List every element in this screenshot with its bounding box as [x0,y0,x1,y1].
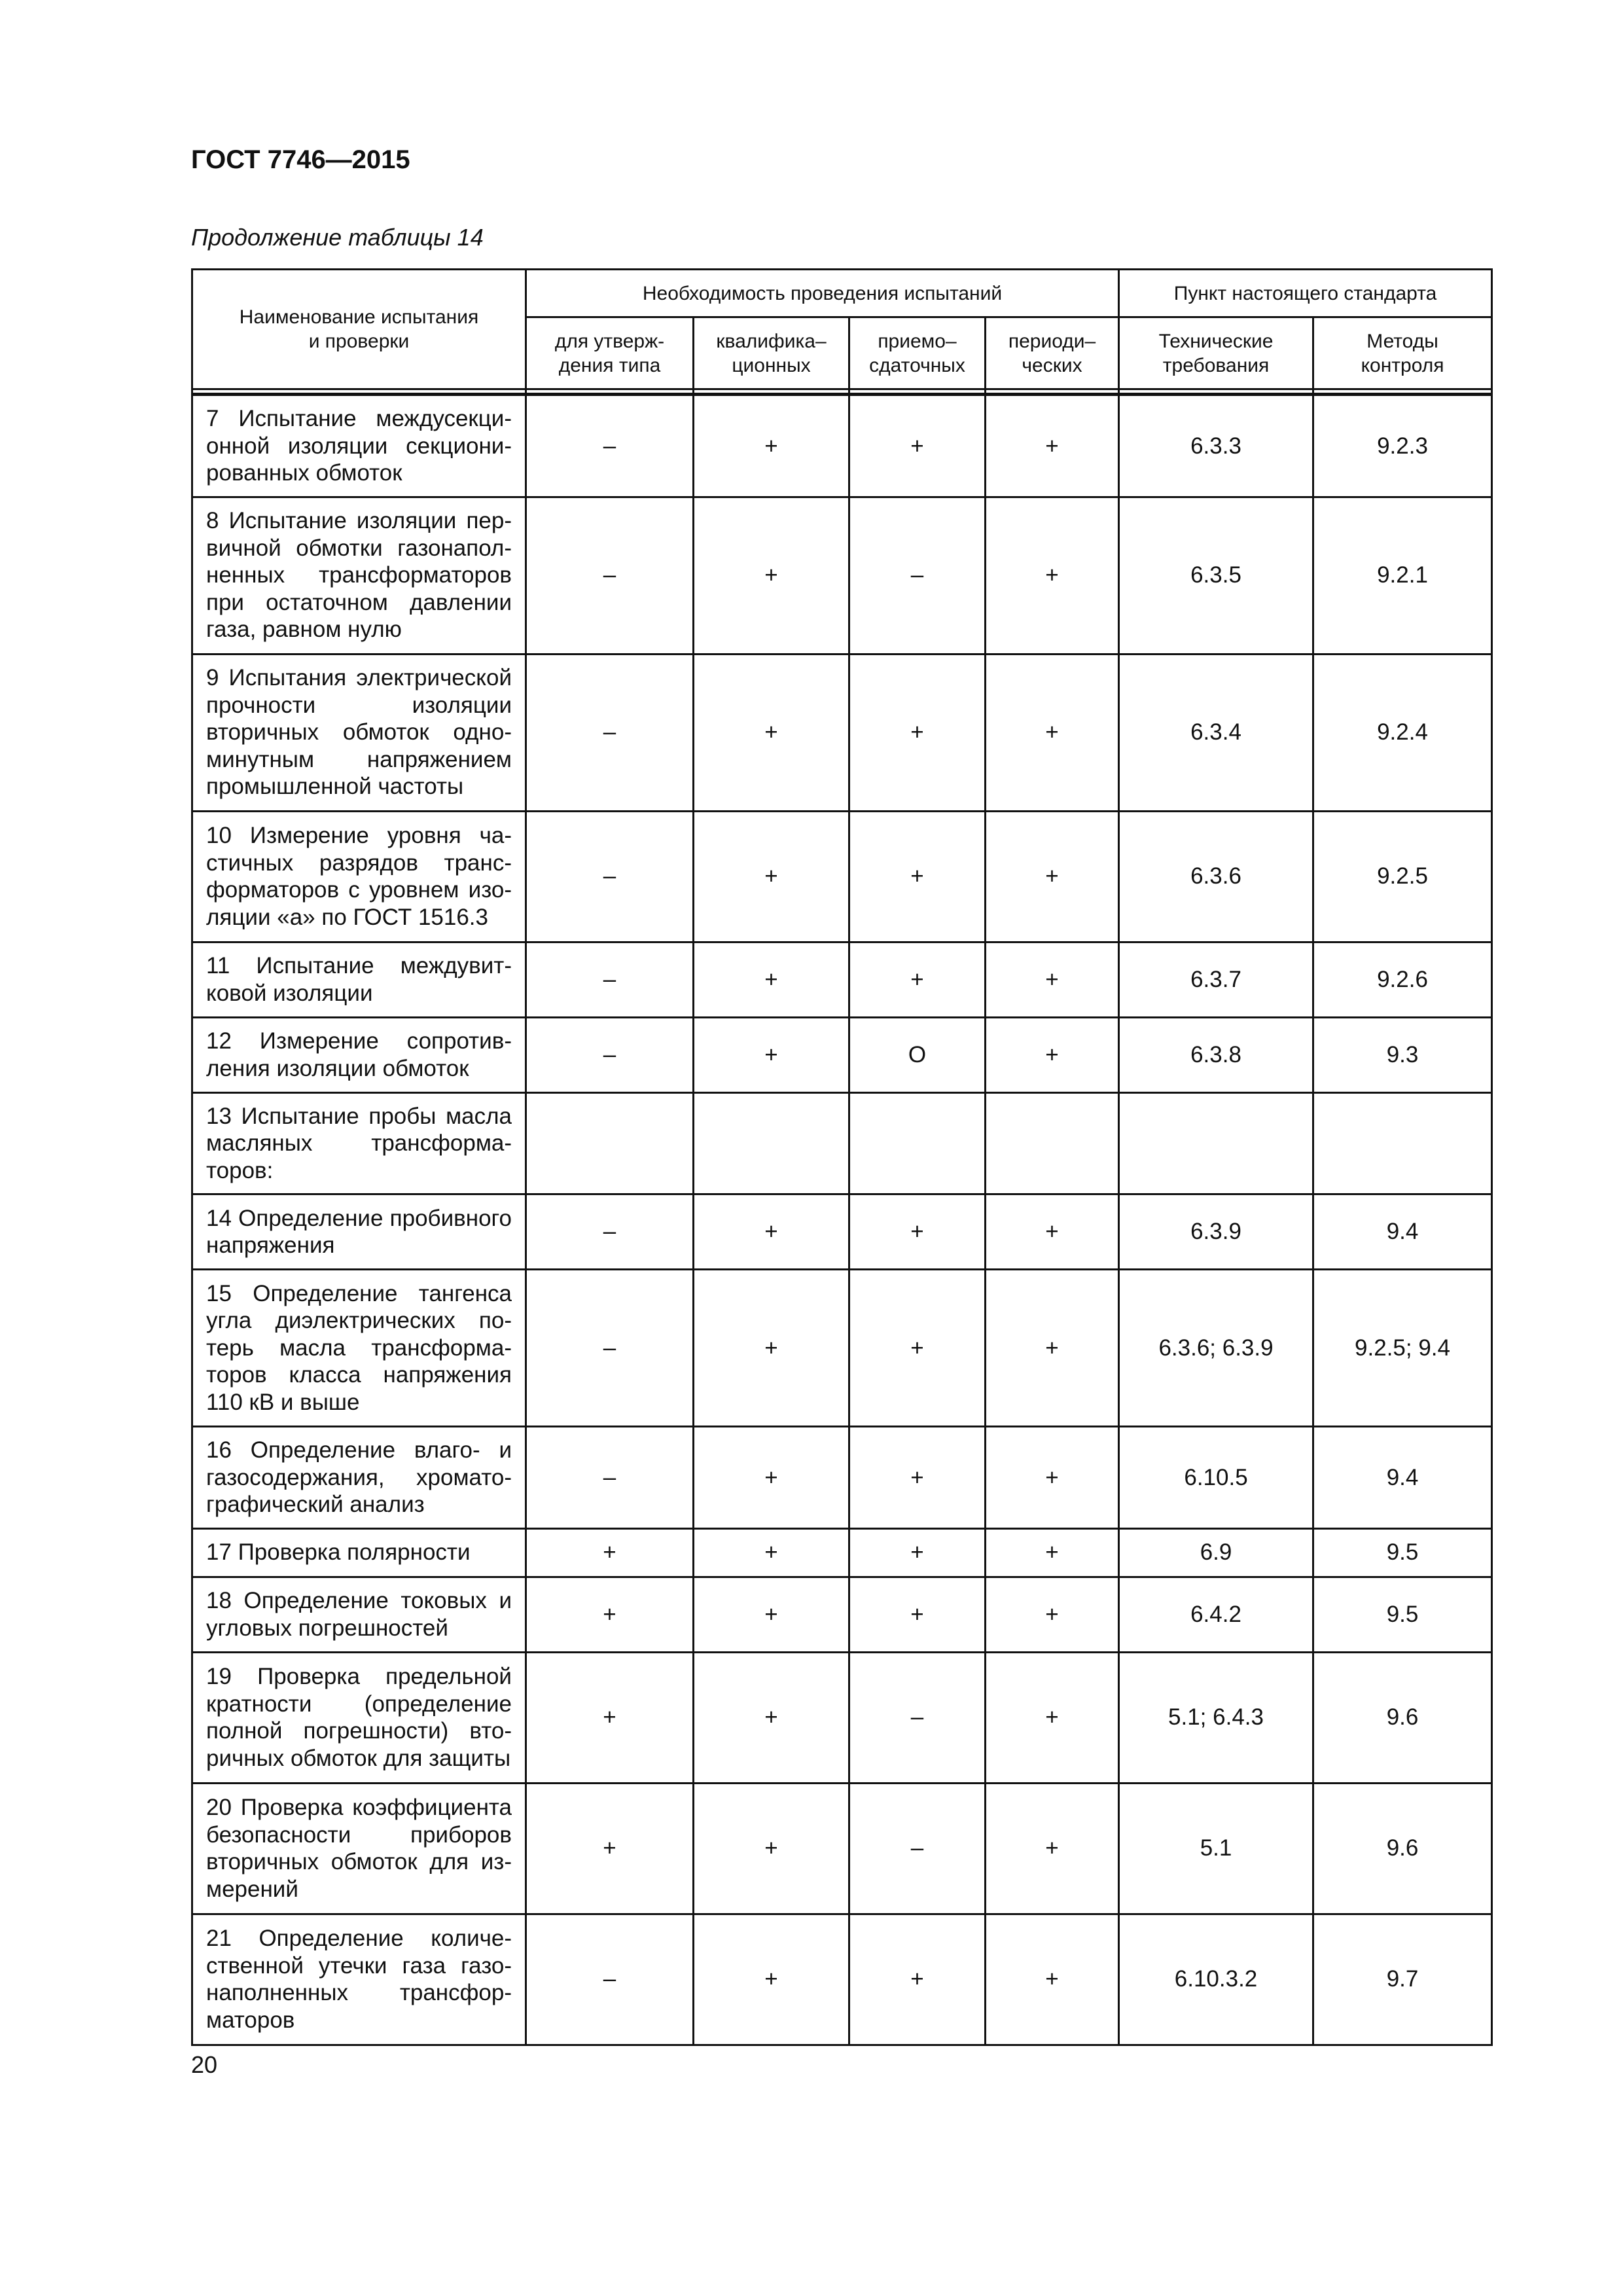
table-cell: 9.2.5 [1313,811,1492,942]
table-cell: 6.3.4 [1119,654,1313,811]
table-cell: 6.3.3 [1119,395,1313,497]
table-cell: + [849,1914,986,2045]
table-cell: + [694,1783,849,1914]
table-cell: + [694,1017,849,1092]
test-name-cell: 19 Проверка предельной кратности (определение полной погрешности) вторичных обмоток для защиты [192,1652,526,1783]
table-cell: 9.4 [1313,1427,1492,1529]
table-cell: 6.4.2 [1119,1577,1313,1652]
table-cell: + [694,1528,849,1577]
table-row [192,1914,1492,2045]
table-cell: + [694,1652,849,1783]
table-cell: + [694,1577,849,1652]
table-row [192,811,1492,942]
table-cell: – [526,1194,694,1270]
table-cell: + [849,654,986,811]
table-cell: + [526,1577,694,1652]
table-cell: 6.10.3.2 [1119,1914,1313,2045]
table-cell: + [694,811,849,942]
table-cell: О [849,1017,986,1092]
requirements-table [191,268,1493,2046]
table-cell: – [526,395,694,497]
table-caption: Продолжение таблицы 14 [191,224,484,251]
table-cell: 9.2.4 [1313,654,1492,811]
header-separator [192,389,1492,395]
table-cell: + [526,1652,694,1783]
test-name-cell: 20 Проверка коэффициента безопасности приборов вторичных обмоток для измерений [192,1783,526,1914]
table-cell: + [986,811,1119,942]
table-cell: – [849,1783,986,1914]
header-acceptance: приемо– сдаточных [849,317,986,389]
table-cell: + [986,1017,1119,1092]
table-cell: 6.3.6 [1119,811,1313,942]
table-cell: 9.2.1 [1313,497,1492,654]
test-name-cell: 14 Определение пробивного напряжения [192,1194,526,1270]
table-row [192,1427,1492,1529]
table-cell: + [849,1194,986,1270]
table-cell: 9.2.5; 9.4 [1313,1270,1492,1427]
test-name-cell: 9 Испытания электрической прочности изоляции вторичных обмоток одноминутным напряжением промышленной частоты [192,654,526,811]
page-number: 20 [191,2051,218,2078]
test-name-cell: 10 Измерение уровня частичных разрядов трансформаторов с уровнем изоляции «а» по ГОСТ 1516.3 [192,811,526,942]
table-cell: 9.7 [1313,1914,1492,2045]
table-cell: + [694,1427,849,1529]
test-name-cell: 7 Испытание междусекционной изоляции секционированных обмоток [192,395,526,497]
table-cell: 6.3.6; 6.3.9 [1119,1270,1313,1427]
table-cell: 9.3 [1313,1017,1492,1092]
table-cell: – [849,497,986,654]
table-cell: 5.1 [1119,1783,1313,1914]
table-row [192,497,1492,654]
header-periodic: периоди– ческих [986,317,1119,389]
table-cell: – [526,654,694,811]
table-cell: – [526,1017,694,1092]
table-cell: + [986,1577,1119,1652]
table-cell [1119,1092,1313,1194]
table-cell: + [986,497,1119,654]
table-cell: 6.3.5 [1119,497,1313,654]
test-name-cell: 18 Определение токовых и угловых погрешностей [192,1577,526,1652]
table-cell: 6.3.9 [1119,1194,1313,1270]
table-cell: + [986,1270,1119,1427]
test-name-cell: 16 Определение влаго- и газосодержания, хроматографический анализ [192,1427,526,1529]
test-name-cell: 12 Измерение сопротивления изоляции обмоток [192,1017,526,1092]
header-control-methods: Методы контроля [1313,317,1492,389]
table-cell: 9.2.3 [1313,395,1492,497]
table-cell: 9.2.6 [1313,942,1492,1017]
table-cell: + [694,1194,849,1270]
table-cell: – [526,811,694,942]
table-cell [986,1092,1119,1194]
table-cell [1313,1092,1492,1194]
table-cell: + [986,1528,1119,1577]
table-cell: 9.5 [1313,1528,1492,1577]
table-cell: + [694,1914,849,2045]
table-cell: + [849,1577,986,1652]
table-cell: + [849,1427,986,1529]
table-cell: + [849,1270,986,1427]
table-cell [526,1092,694,1194]
table-cell [849,1092,986,1194]
table-cell: + [526,1783,694,1914]
table-cell: 6.3.7 [1119,942,1313,1017]
test-name-cell: 13 Испытание пробы масла масляных трансформаторов: [192,1092,526,1194]
test-name-cell: 8 Испытание изоляции первичной обмотки газонаполненных трансформаторов при остаточном давлении газа, равном нулю [192,497,526,654]
table-cell: – [849,1652,986,1783]
table-cell: + [986,942,1119,1017]
table-row [192,1270,1492,1427]
table-row [192,1652,1492,1783]
table-cell: + [986,1194,1119,1270]
table-row [192,1194,1492,1270]
header-standard-clause: Пункт настоящего стандарта [1119,270,1492,317]
table-cell: + [849,942,986,1017]
header-test-name: Наименование испытания и проверки [192,270,526,389]
table-cell: 6.9 [1119,1528,1313,1577]
header-technical-requirements: Технические требования [1119,317,1313,389]
table-cell: 9.6 [1313,1783,1492,1914]
table-row [192,1092,1492,1194]
table-cell: – [526,1270,694,1427]
table-cell: + [526,1528,694,1577]
table-row [192,1528,1492,1577]
table-cell: + [694,654,849,811]
table-cell: 9.6 [1313,1652,1492,1783]
table-row [192,1783,1492,1914]
table-row [192,1577,1492,1652]
test-name-cell: 15 Определение тангенса угла диэлектрических потерь масла трансформаторов класса напряжения 110 кВ и выше [192,1270,526,1427]
table-cell: 6.3.8 [1119,1017,1313,1092]
test-name-cell: 11 Испытание междувитковой изоляции [192,942,526,1017]
table-cell: + [849,811,986,942]
table-row [192,942,1492,1017]
table-row [192,654,1492,811]
table-cell: + [849,395,986,497]
table-row [192,1017,1492,1092]
table-cell: – [526,1914,694,2045]
table-cell: + [694,942,849,1017]
table-cell: + [986,654,1119,811]
table-row [192,395,1492,497]
header-type-approval: для утверж- дения типа [526,317,694,389]
table-cell: + [849,1528,986,1577]
test-name-cell: 21 Определение количественной утечки газа газонаполненных трансформаторов [192,1914,526,2045]
table-cell: – [526,942,694,1017]
header-qualification: квалифика– ционных [694,317,849,389]
table-cell: – [526,1427,694,1529]
header-tests-required: Необходимость проведения испытаний [526,270,1119,317]
table-cell: 5.1; 6.4.3 [1119,1652,1313,1783]
test-name-cell: 17 Проверка полярности [192,1528,526,1577]
table-cell: + [694,497,849,654]
table-cell: + [986,1427,1119,1529]
table-cell: 9.4 [1313,1194,1492,1270]
table-cell: 9.5 [1313,1577,1492,1652]
table-cell: + [986,395,1119,497]
table-cell: – [526,497,694,654]
table-cell: + [986,1652,1119,1783]
table-cell: + [986,1783,1119,1914]
table-cell [694,1092,849,1194]
table-cell: 6.10.5 [1119,1427,1313,1529]
table-cell: + [694,1270,849,1427]
table-cell: + [694,395,849,497]
table-cell: + [986,1914,1119,2045]
document-title: ГОСТ 7746—2015 [191,145,410,174]
